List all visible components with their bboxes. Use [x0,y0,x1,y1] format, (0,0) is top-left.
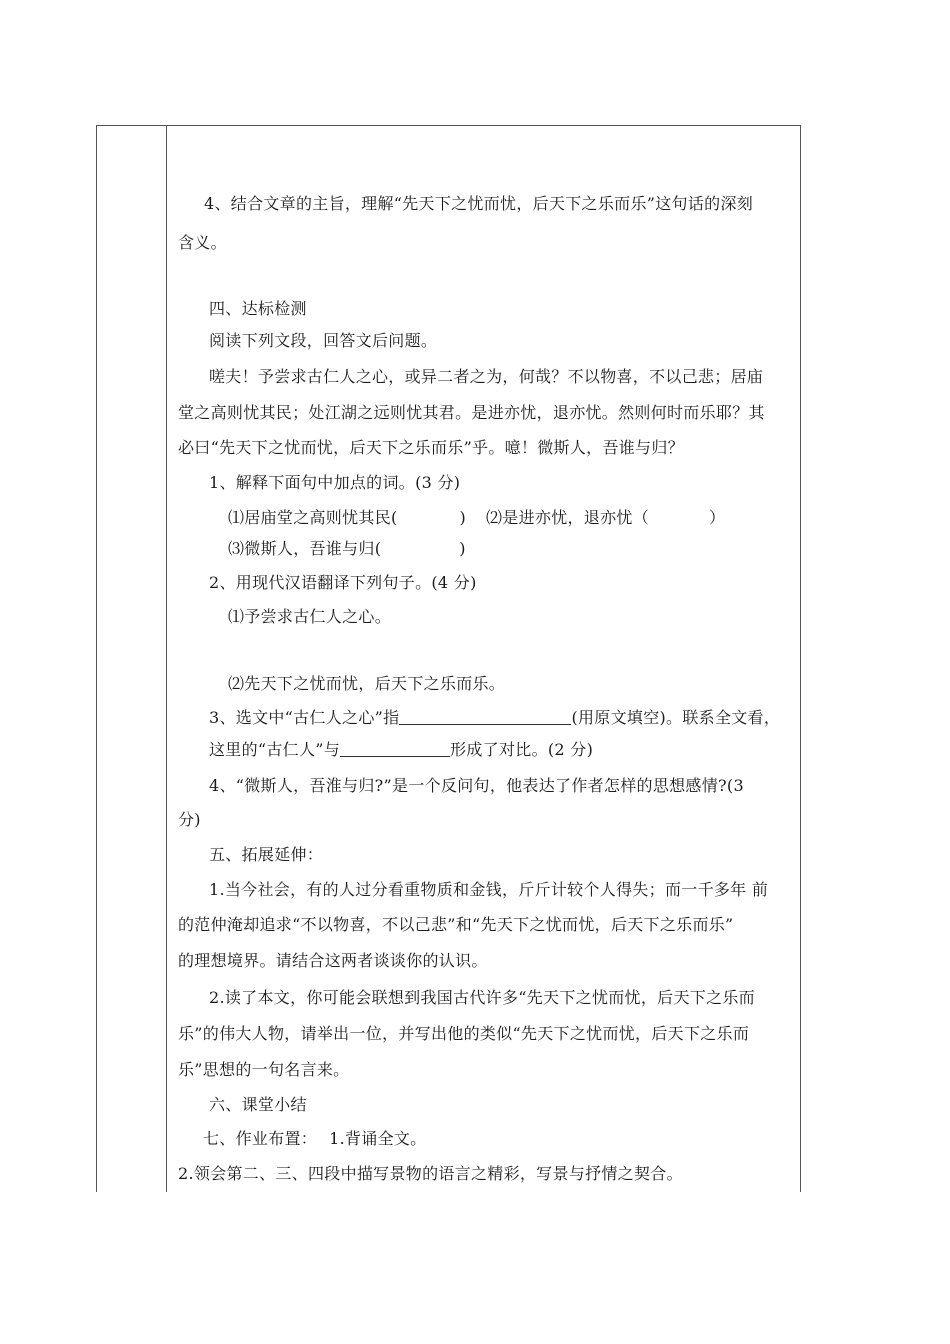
q3-line2-tail: 形成了对比。(2 分) [450,740,594,759]
passage-line1: 嗟夫！予尝求古仁人之心，或异二者之为，何哉？不以物喜，不以己悲；居庙 [209,367,764,386]
q2-item1: ⑴予尝求古仁人之心。 [228,607,392,626]
section5-item2-line1: 2.读了本文，你可能会联想到我国古代许多“先天下之忧而忧，后天下之乐而 [209,988,755,1007]
q1-item2 [486,508,725,528]
section5-item2-line3: 乐”思想的一句名言来。 [178,1060,350,1079]
q3-line1 [209,708,780,728]
q3-blank1[interactable] [399,708,571,725]
q1-item3-text: ⑶微斯人，吾谁与归( [228,539,382,558]
q1-item2-text: ⑵是进亦忧，退亦忧（ [486,508,650,527]
section6-heading: 六、课堂小结 [209,1095,307,1114]
q4-intro-line1: 4、结合文章的主旨，理解“先天下之忧而忧，后天下之乐而乐”这句话的深刻 [204,194,754,213]
q3-line1-tail: (用原文填空)。联系全文看， [571,708,781,727]
q1-item3 [228,539,466,559]
q2-prompt: 2、用现代汉语翻译下列句子。(4 分) [209,573,477,592]
section4-instruction: 阅读下列文段，回答文后问题。 [209,331,438,350]
q1-item2-close: ） [709,508,726,527]
section5-item1-line3: 的理想境界。请结合这两者谈谈你的认识。 [178,951,488,970]
section7-task2: 2.领会第二、三、四段中描写景物的语言之精彩，写景与抒情之契合。 [178,1164,683,1183]
table-column-divider [166,125,167,1192]
section5-item1-line2: 的范仲淹却追求“不以物喜，不以己悲”和“先天下之忧而忧，后天下之乐而乐” [178,915,734,934]
q1-item1-text: ⑴居庙堂之高则忧其民( [228,508,398,527]
q3-line2 [209,740,593,760]
section7-task1: 1.背诵全文。 [329,1129,427,1148]
q4-intro-line2: 含义。 [178,233,227,252]
passage-line3: 必曰“先天下之忧而忧，后天下之乐而乐”乎。噫！微斯人，吾谁与归？ [178,438,684,457]
section7-heading: 七、作业布置： [203,1129,318,1148]
q1-prompt: 1、解释下面句中加点的词。(3 分) [209,473,461,492]
q2-item2: ⑵先天下之忧而忧，后天下之乐而乐。 [228,674,506,693]
section5-item1-line1: 1.当今社会，有的人过分看重物质和金钱，斤斤计较个人得失；而一千多年 前 [209,880,769,899]
q3-line2-text: 这里的“古仁人”与 [209,740,341,759]
q4-line2: 分) [178,810,201,829]
section7-line1 [203,1129,426,1149]
table-right-border [800,125,801,1192]
table-top-border [96,125,801,126]
q4-line1: 4、“微斯人，吾淮与归?”是一个反问句，他表达了作者怎样的思想感情?(3 [209,776,744,795]
q3-blank2[interactable] [340,740,450,757]
q1-item3-close: ) [459,539,466,558]
section5-item2-line2: 乐”的伟大人物，请举出一位，并写出他的类似“先天下之忧而忧，后天下之乐而 [178,1024,750,1043]
table-left-border [96,125,97,1192]
section5-heading: 五、拓展延伸： [209,845,324,864]
passage-line2: 堂之高则忧其民；处江湖之远则忧其君。是进亦忧，退亦忧。然则何时而乐耶？其 [178,403,765,422]
q1-item1 [228,508,466,528]
section4-heading: 四、达标检测 [209,299,307,318]
q3-line1-text: 3、选文中“古仁人之心”指 [209,708,400,727]
q1-item1-close: ) [459,508,467,527]
